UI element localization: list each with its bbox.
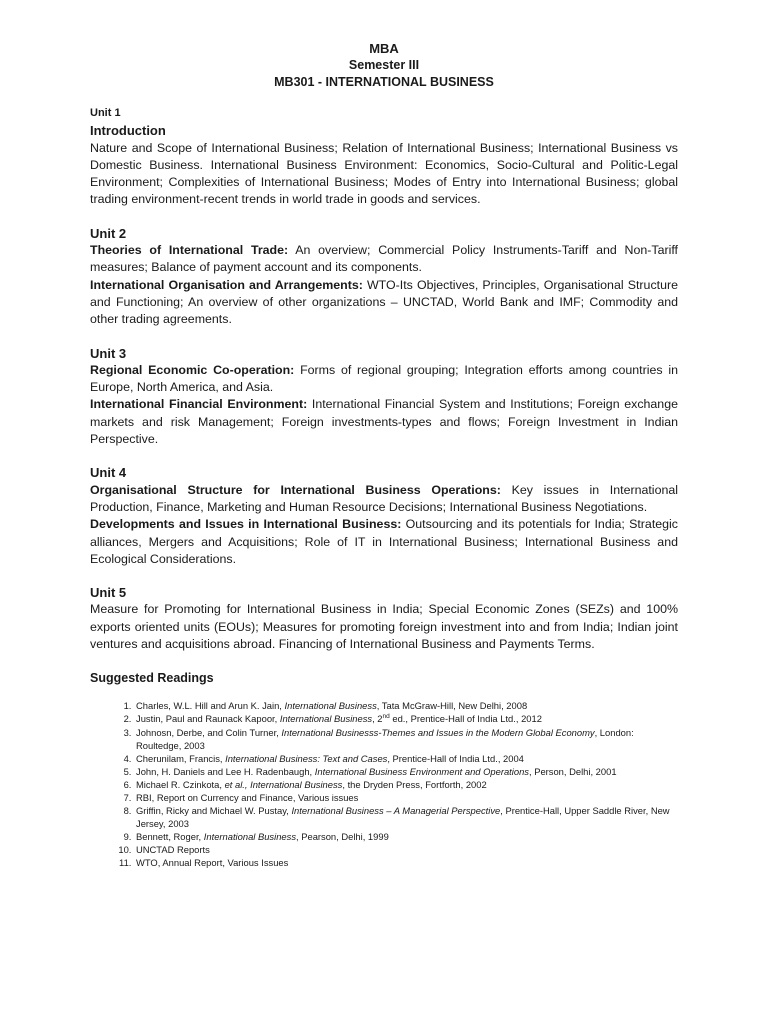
reading-publisher: , London: Roultedge, 2003 [136,726,634,751]
unit-4-topic-2-heading: Developments and Issues in International Business: [90,517,402,532]
unit-1-label: Unit 1 [90,107,121,119]
unit-2-paragraph-1 [90,242,678,277]
unit-4-topic-2-text: Outsourcing and its potentials for India; Strategic alliances, Mergers and Acquisitions; Role of IT in International Business; International Business and Ecological Considerations. [90,517,678,566]
course-title: MB301 - INTERNATIONAL BUSINESS [274,75,494,89]
unit-5-section [90,584,678,653]
reading-item [134,712,678,725]
readings-list [90,699,678,869]
reading-publisher: , Prentice-Hall, Upper Saddle River, New Jersey, 2003 [136,805,670,830]
unit-2-topic-2-heading: International Organisation and Arrangements: [90,277,363,292]
reading-text: Justin, Paul and Raunack Kapoor, [136,713,280,725]
reading-item [134,699,678,712]
reading-item [134,778,678,791]
reading-publisher: , Person, Delhi, 2001 [528,765,617,777]
reading-text: Johnosn, Derbe, and Colin Turner, [136,726,282,738]
reading-publisher: , Prentice-Hall of India Ltd., 2004 [387,752,524,764]
reading-publisher: , the Dryden Press, Fortforth, 2002 [342,778,487,790]
unit-4-paragraph-2 [90,516,678,568]
unit-3-topic-1-text: Forms of regional grouping; Integration efforts among countries in Europe, North America, and Asia. [90,362,678,395]
unit-1-text: Nature and Scope of International Business; Relation of International Business; International Business vs Domestic Business. International Business Environment: Economics, Socio-Cultural and Politic-Legal Environment; Complexities of International Business; Modes of Entry into International Business; global trading environment-recent trends in world trade in goods and services. [90,140,678,207]
unit-1-section [90,105,678,209]
reading-title: International Business [284,700,377,712]
unit-4-paragraph-1 [90,482,678,517]
program-title: MBA [369,41,399,56]
reading-edition: , 2 [372,713,383,725]
unit-5-label: Unit 5 [90,585,127,601]
reading-item [134,726,678,752]
unit-5-text: Measure for Promoting for International Business in India; Special Economic Zones (SEZs) and 100% exports oriented units (EOUs); Measures for promoting foreign investment into and from India; Indian joint ventures and acquisitions abroad. Financing of International Business and Payments Terms. [90,602,678,652]
reading-title: International Businesss-Themes and Issues in the Modern Global Economy [281,726,595,738]
reading-item [134,765,678,778]
reading-publisher: , Tata McGraw-Hill, New Delhi, 2008 [376,700,528,712]
unit-3-paragraph-2 [90,396,678,448]
unit-3-section [90,345,678,449]
reading-text: Bennett, Roger, [136,831,204,843]
reading-text: RBI, Report on Currency and Finance, Various issues [136,791,359,803]
unit-3-label: Unit 3 [90,345,127,361]
unit-4-section [90,464,678,568]
unit-2-label: Unit 2 [90,225,127,241]
unit-4-topic-1-text: Key issues in International Production, Finance, Marketing and Human Resource Decisions; International Business Negotiations. [90,482,678,514]
semester-title: Semester III [348,58,420,72]
reading-title: International Business – A Managerial Perspective [291,805,501,817]
reading-text: Michael R. Czinkota, [136,778,225,790]
unit-4-label: Unit 4 [90,465,127,481]
unit-2-topic-2-text: WTO-Its Objectives, Principles, Organisational Structure and Functioning; An overview of other organizations – UNCTAD, World Bank and IMF; Commodity and other trading agreements. [90,277,678,327]
reading-title: International Business Environment and Operations [314,765,529,777]
reading-item [134,791,678,804]
reading-text: Charles, W.L. Hill and Arun K. Jain, [136,700,285,712]
unit-3-paragraph-1 [90,362,678,397]
reading-item [134,804,678,830]
unit-3-topic-1-heading: Regional Economic Co-operation: [90,362,295,377]
reading-text: WTO, Annual Report, Various Issues [136,857,289,869]
reading-publisher: , Pearson, Delhi, 1999 [296,831,389,843]
unit-4-topic-1-heading: Organisational Structure for International Business Operations: [90,482,501,497]
reading-text: John, H. Daniels and Lee H. Radenbaugh, [136,765,315,777]
unit-3-topic-2-text: International Financial System and Institutions; Foreign exchange markets and risk Management; Foreign investments-types and flows; Foreign Investment in Indian Perspective. [90,397,678,447]
reading-item [134,830,678,843]
reading-publisher: ed., Prentice-Hall of India Ltd., 2012 [389,713,542,725]
document-header [90,40,678,91]
reading-text: Griffin, Ricky and Michael W. Pustay, [136,805,292,817]
reading-text: Cherunilam, Francis, [136,752,226,764]
unit-2-topic-1-text: An overview; Commercial Policy Instruments-Tariff and Non-Tariff measures; Balance of payment account and its components. [90,243,678,275]
unit-3-topic-2-heading: International Financial Environment: [90,397,308,412]
unit-2-section [90,225,678,329]
reading-item [134,752,678,765]
reading-title: International Business: Text and Cases [225,752,388,764]
reading-edition-suffix: nd [382,713,390,721]
suggested-readings-title: Suggested Readings [90,671,214,686]
reading-item [134,856,678,869]
unit-2-topic-1-heading: Theories of International Trade: [90,243,289,258]
reading-title: et al., International Business [224,778,343,790]
reading-title: International Business [279,713,373,725]
reading-item [134,843,678,856]
unit-2-paragraph-2 [90,277,678,329]
reading-text: UNCTAD Reports [136,844,210,856]
reading-title: International Business [203,831,297,843]
unit-1-heading: Introduction [90,123,166,139]
